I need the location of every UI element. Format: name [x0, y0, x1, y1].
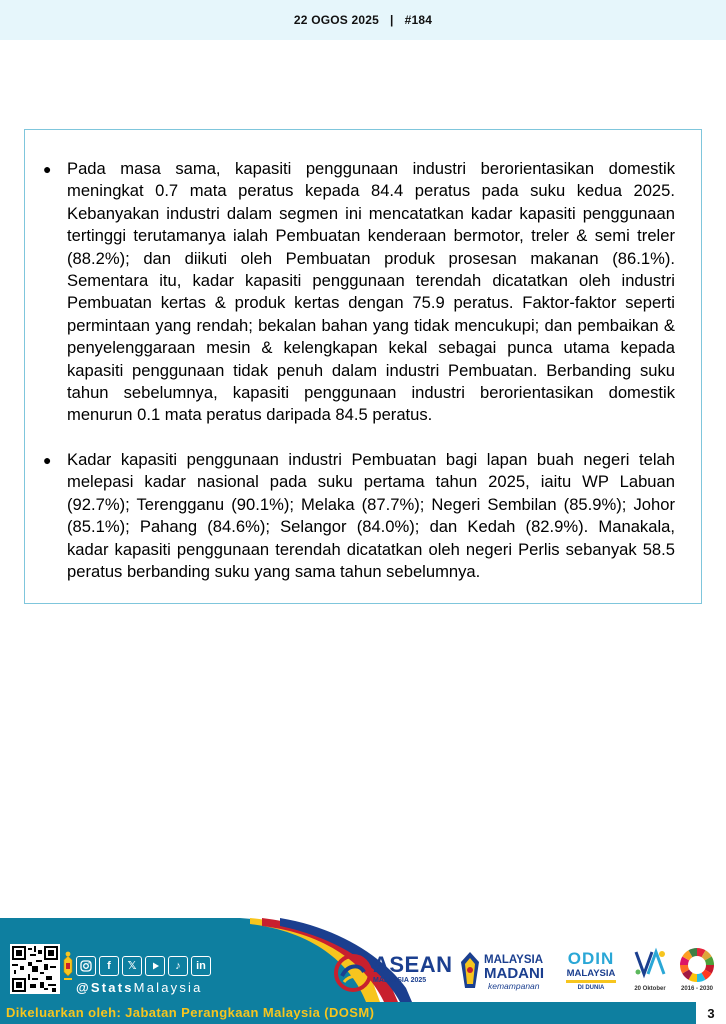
social-handle[interactable] [76, 980, 203, 995]
sdg-wheel-logo [678, 946, 716, 984]
qr-code-icon[interactable] [10, 944, 60, 994]
paragraph: Pada masa sama, kapasiti penggunaan industri berorientasikan domestik meningkat 0.7 mata peratus kepada 84.4 peratus pada suku kedua 2025. Kebanyakan industri dalam segmen ini mencatatkan kadar kapasiti penggunaan tertinggi terutamanya ialah Pembuatan kenderaan bermotor, treler & semi treler (88.2%); dan diikuti oleh Pembuatan produk prosesan makanan (86.1%). Sementara itu, kadar kapasiti penggunaan terendah dicatatkan oleh industri Pembuatan kertas & produk kertas dengan 75.9 peratus. Faktor-faktor seperti permintaan yang rendah; bekalan bahan yang tidak mencukupi; dan pembaikan & penyelenggaraan mesin & kelengkapan kekal sebagai punca utama kepada kapasiti penggunaan tidak penuh dalam industri Pembuatan. Berbanding suku tahun sebelumnya, kapasiti penggunaan industri berorientasikan domestik menurun 0.1 mata peratus daripada 84.5 peratus. [67, 159, 675, 425]
madani-logo-text: MALAYSIA MADANI kemampanan [484, 954, 544, 991]
footer [0, 918, 726, 1024]
instagram-icon[interactable] [76, 956, 96, 976]
list-item [41, 449, 675, 583]
header-issue: #184 [404, 13, 433, 27]
bullet-icon: ● [43, 451, 52, 468]
asean-swirl-logo [334, 954, 372, 992]
jata-negara-logo [63, 946, 73, 990]
footer-bottom-bar [0, 1002, 726, 1024]
madani-logo-icon [457, 950, 483, 990]
linkedin-icon[interactable]: in [191, 956, 211, 976]
sdg-years-text: 2016 - 2030 [680, 986, 714, 992]
handle-rest: Malaysia [133, 980, 203, 995]
header-strip [0, 0, 726, 40]
page-number: 3 [696, 1002, 726, 1024]
bullet-icon: ● [43, 161, 52, 177]
youtube-icon[interactable] [145, 956, 165, 976]
paragraph: Kadar kapasiti penggunaan industri Pembuatan bagi lapan buah negeri telah melepasi kadar nasional pada suku pertama tahun 2025, iaitu WP Labuan (92.7%); Terengganu (90.1%); Melaka (87.7%); Negeri Sembilan (85.9%); Johor (85.1%); Pahang (84.6%); Selangor (84.0%); dan Kedah (82.9%). Manakala, kadar kapasiti penggunaan terendah dicatatkan oleh negeri Perlis sebanyak 58.5 peratus berbanding suku yang sama tahun sebelumnya. [67, 449, 675, 581]
odin-logo: ODIN MALAYSIA DI DUNIA [566, 949, 616, 991]
asean-logo-text: ASEAN MALAYSIA 2025 [373, 952, 453, 984]
social-icons [76, 956, 211, 976]
publisher-text: Dikeluarkan oleh: Jabatan Perangkaan Malaysia (DOSM) [6, 1005, 375, 1020]
content-box [24, 129, 702, 604]
x-icon[interactable]: 𝕏 [122, 956, 142, 976]
header-date: 22 OGOS 2025 [293, 13, 380, 27]
tiktok-icon[interactable]: ♪ [168, 956, 188, 976]
world-statistics-day-text: 20 Oktober [634, 986, 666, 992]
facebook-icon[interactable]: f [99, 956, 119, 976]
world-statistics-day-logo [632, 946, 668, 980]
handle-bold: @Stats [76, 980, 134, 995]
header-separator: | [390, 13, 394, 27]
partner-logos [334, 944, 726, 1000]
list-item [41, 158, 675, 427]
